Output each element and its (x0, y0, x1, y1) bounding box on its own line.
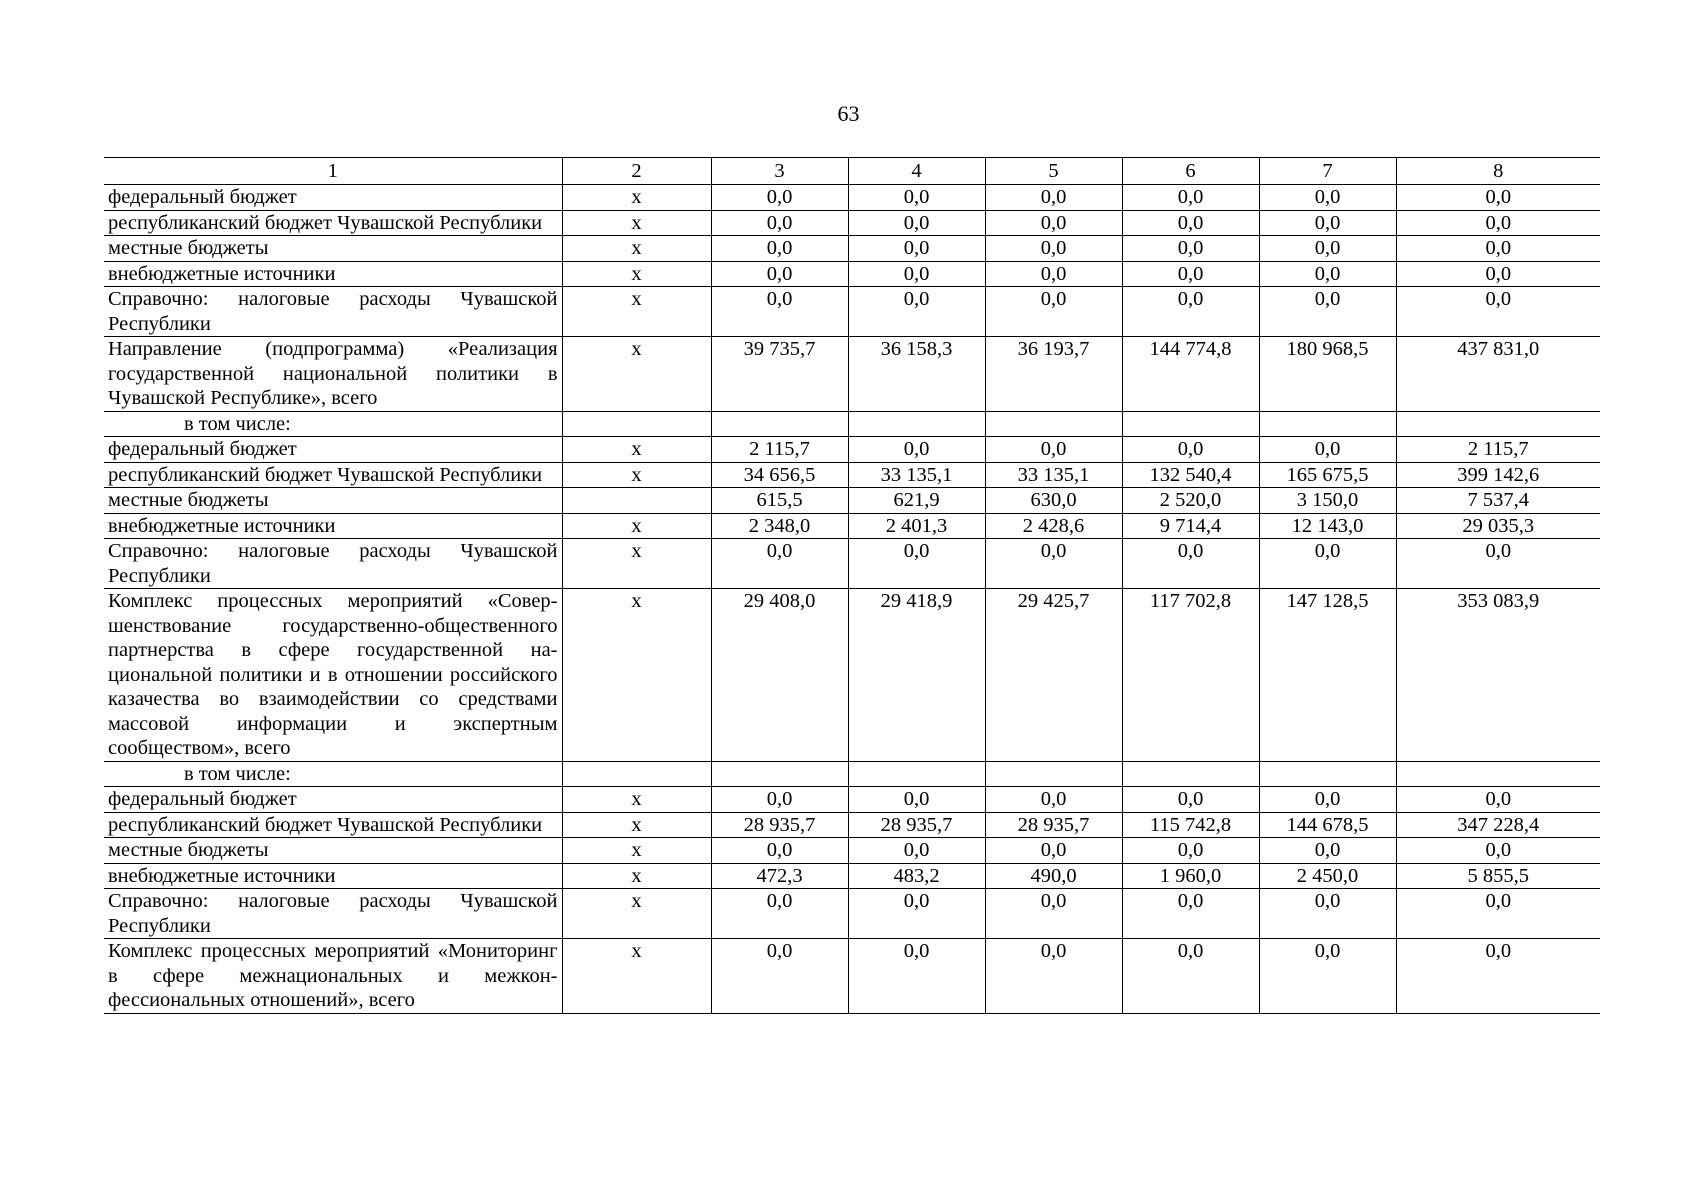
value-cell (1396, 411, 1600, 437)
value-cell: 0,0 (1122, 437, 1259, 463)
row-code: x (562, 589, 711, 762)
row-code: x (562, 812, 711, 838)
value-cell: 0,0 (848, 437, 985, 463)
row-label: внебюджетные источники (104, 863, 562, 889)
value-cell: 0,0 (985, 287, 1122, 337)
value-cell: 2 115,7 (1396, 437, 1600, 463)
value-cell: 1 960,0 (1122, 863, 1259, 889)
value-cell: 132 540,4 (1122, 462, 1259, 488)
value-cell: 0,0 (711, 185, 848, 211)
value-cell: 0,0 (848, 539, 985, 589)
value-cell: 28 935,7 (711, 812, 848, 838)
value-cell: 0,0 (711, 539, 848, 589)
row-code: x (562, 462, 711, 488)
row-label: внебюджетные источники (104, 261, 562, 287)
value-cell: 0,0 (711, 210, 848, 236)
value-cell: 2 115,7 (711, 437, 848, 463)
row-label: местные бюджеты (104, 236, 562, 262)
table-row (104, 761, 1600, 787)
value-cell: 0,0 (848, 287, 985, 337)
value-cell: 0,0 (1122, 939, 1259, 1014)
value-cell: 0,0 (1122, 236, 1259, 262)
row-code: x (562, 787, 711, 813)
table-row (104, 185, 1600, 211)
value-cell: 0,0 (1396, 261, 1600, 287)
header-cell: 2 (562, 158, 711, 185)
value-cell: 0,0 (985, 437, 1122, 463)
value-cell: 0,0 (985, 889, 1122, 939)
value-cell (848, 411, 985, 437)
row-label: Справочно: налоговые расходы Чувашской Республики (104, 287, 562, 337)
row-label: Справочно: налоговые расходы Чувашской Республики (104, 889, 562, 939)
value-cell: 0,0 (1259, 539, 1396, 589)
row-label: федеральный бюджет (104, 437, 562, 463)
table-row (104, 939, 1600, 1014)
value-cell: 115 742,8 (1122, 812, 1259, 838)
row-code: x (562, 261, 711, 287)
header-cell: 5 (985, 158, 1122, 185)
value-cell: 2 401,3 (848, 513, 985, 539)
value-cell: 0,0 (1259, 261, 1396, 287)
row-code: x (562, 838, 711, 864)
row-code (562, 488, 711, 514)
table-row (104, 589, 1600, 762)
value-cell: 0,0 (711, 889, 848, 939)
header-cell: 7 (1259, 158, 1396, 185)
value-cell: 0,0 (1122, 539, 1259, 589)
header-cell: 4 (848, 158, 985, 185)
table-row (104, 863, 1600, 889)
value-cell: 0,0 (711, 236, 848, 262)
value-cell: 472,3 (711, 863, 848, 889)
value-cell: 0,0 (1259, 437, 1396, 463)
value-cell: 615,5 (711, 488, 848, 514)
value-cell: 437 831,0 (1396, 337, 1600, 412)
table-row (104, 287, 1600, 337)
row-label: республиканский бюджет Чувашской Республики (104, 462, 562, 488)
value-cell: 2 520,0 (1122, 488, 1259, 514)
value-cell (985, 411, 1122, 437)
row-label: республиканский бюджет Чувашской Республики (104, 210, 562, 236)
row-label: местные бюджеты (104, 838, 562, 864)
table-row (104, 437, 1600, 463)
value-cell (711, 761, 848, 787)
value-cell: 0,0 (1259, 889, 1396, 939)
value-cell: 0,0 (985, 939, 1122, 1014)
value-cell: 0,0 (711, 287, 848, 337)
value-cell: 0,0 (1259, 787, 1396, 813)
value-cell: 28 935,7 (848, 812, 985, 838)
value-cell: 29 425,7 (985, 589, 1122, 762)
value-cell (1259, 411, 1396, 437)
value-cell (711, 411, 848, 437)
value-cell (1122, 761, 1259, 787)
value-cell: 0,0 (1259, 287, 1396, 337)
value-cell: 117 702,8 (1122, 589, 1259, 762)
value-cell (1122, 411, 1259, 437)
value-cell: 0,0 (1259, 236, 1396, 262)
value-cell: 0,0 (1396, 210, 1600, 236)
value-cell: 34 656,5 (711, 462, 848, 488)
row-label: республиканский бюджет Чувашской Республики (104, 812, 562, 838)
row-code: x (562, 236, 711, 262)
row-label: в том числе: (104, 411, 562, 437)
row-label: в том числе: (104, 761, 562, 787)
row-label: Комплекс процессных мероприятий «Совершенствование государственно-общественного партнерства в сфере государственной национальной политики и в отношении российского казачества во взаимодействии со средствами массовой информации и экспертным сообществом», всего (104, 589, 562, 762)
header-cell: 8 (1396, 158, 1600, 185)
value-cell: 353 083,9 (1396, 589, 1600, 762)
row-code: x (562, 287, 711, 337)
value-cell: 0,0 (1396, 889, 1600, 939)
value-cell: 0,0 (848, 889, 985, 939)
table-row (104, 787, 1600, 813)
value-cell: 0,0 (985, 210, 1122, 236)
value-cell (985, 761, 1122, 787)
value-cell: 0,0 (1396, 539, 1600, 589)
row-code: x (562, 863, 711, 889)
value-cell: 0,0 (1122, 838, 1259, 864)
value-cell: 0,0 (848, 185, 985, 211)
value-cell: 0,0 (711, 261, 848, 287)
row-code (562, 411, 711, 437)
value-cell: 0,0 (1396, 185, 1600, 211)
header-cell: 3 (711, 158, 848, 185)
value-cell: 0,0 (985, 787, 1122, 813)
value-cell: 36 193,7 (985, 337, 1122, 412)
value-cell: 0,0 (848, 236, 985, 262)
table-row (104, 889, 1600, 939)
value-cell: 144 774,8 (1122, 337, 1259, 412)
value-cell: 0,0 (1396, 939, 1600, 1014)
value-cell: 29 418,9 (848, 589, 985, 762)
value-cell: 0,0 (985, 539, 1122, 589)
row-code: x (562, 185, 711, 211)
value-cell: 0,0 (1259, 210, 1396, 236)
value-cell: 0,0 (1396, 838, 1600, 864)
value-cell: 2 428,6 (985, 513, 1122, 539)
value-cell: 39 735,7 (711, 337, 848, 412)
row-code: x (562, 889, 711, 939)
table-row (104, 236, 1600, 262)
table-row (104, 210, 1600, 236)
value-cell: 0,0 (1122, 889, 1259, 939)
row-label: федеральный бюджет (104, 185, 562, 211)
table-row (104, 812, 1600, 838)
value-cell: 0,0 (985, 261, 1122, 287)
value-cell: 2 348,0 (711, 513, 848, 539)
value-cell: 7 537,4 (1396, 488, 1600, 514)
value-cell: 0,0 (1122, 787, 1259, 813)
row-code: x (562, 210, 711, 236)
value-cell: 399 142,6 (1396, 462, 1600, 488)
table-row (104, 539, 1600, 589)
value-cell: 0,0 (1122, 185, 1259, 211)
table-row (104, 261, 1600, 287)
value-cell: 630,0 (985, 488, 1122, 514)
value-cell: 36 158,3 (848, 337, 985, 412)
value-cell: 0,0 (985, 838, 1122, 864)
value-cell: 0,0 (1122, 287, 1259, 337)
value-cell: 0,0 (711, 838, 848, 864)
row-label: Справочно: налоговые расходы Чувашской Республики (104, 539, 562, 589)
value-cell: 29 408,0 (711, 589, 848, 762)
value-cell: 0,0 (848, 210, 985, 236)
value-cell: 0,0 (1122, 261, 1259, 287)
row-code: x (562, 337, 711, 412)
row-code: x (562, 539, 711, 589)
value-cell: 180 968,5 (1259, 337, 1396, 412)
value-cell: 0,0 (1396, 236, 1600, 262)
value-cell: 347 228,4 (1396, 812, 1600, 838)
value-cell: 3 150,0 (1259, 488, 1396, 514)
value-cell: 165 675,5 (1259, 462, 1396, 488)
value-cell: 0,0 (1259, 185, 1396, 211)
value-cell: 33 135,1 (848, 462, 985, 488)
header-cell: 1 (104, 158, 562, 185)
header-cell: 6 (1122, 158, 1259, 185)
row-label: Комплекс процессных мероприятий «Мониторинг в сфере межнациональных и межконфессиональных отношений», всего (104, 939, 562, 1014)
table-row (104, 337, 1600, 412)
table-body (104, 158, 1600, 1014)
value-cell: 0,0 (711, 939, 848, 1014)
value-cell: 621,9 (848, 488, 985, 514)
row-label: федеральный бюджет (104, 787, 562, 813)
row-code: x (562, 437, 711, 463)
table-header-row (104, 158, 1600, 185)
row-code (562, 761, 711, 787)
value-cell: 0,0 (1396, 287, 1600, 337)
row-label: местные бюджеты (104, 488, 562, 514)
value-cell: 0,0 (1259, 838, 1396, 864)
value-cell: 33 135,1 (985, 462, 1122, 488)
page-number: 63 (837, 101, 860, 126)
value-cell: 0,0 (985, 236, 1122, 262)
value-cell: 0,0 (985, 185, 1122, 211)
value-cell (1259, 761, 1396, 787)
row-label: Направление (подпрограмма) «Реализация государственной национальной политики в Чувашской Республике», всего (104, 337, 562, 412)
value-cell: 144 678,5 (1259, 812, 1396, 838)
value-cell: 0,0 (711, 787, 848, 813)
table-row (104, 411, 1600, 437)
value-cell: 0,0 (848, 787, 985, 813)
value-cell: 28 935,7 (985, 812, 1122, 838)
value-cell: 0,0 (1122, 210, 1259, 236)
row-code: x (562, 513, 711, 539)
table-row (104, 513, 1600, 539)
value-cell: 147 128,5 (1259, 589, 1396, 762)
value-cell: 12 143,0 (1259, 513, 1396, 539)
value-cell: 0,0 (1396, 787, 1600, 813)
table-row (104, 488, 1600, 514)
value-cell: 483,2 (848, 863, 985, 889)
value-cell (1396, 761, 1600, 787)
value-cell: 490,0 (985, 863, 1122, 889)
value-cell (848, 761, 985, 787)
budget-table (104, 157, 1600, 1014)
value-cell: 0,0 (848, 261, 985, 287)
table-row (104, 462, 1600, 488)
row-code: x (562, 939, 711, 1014)
value-cell: 0,0 (1259, 939, 1396, 1014)
value-cell: 9 714,4 (1122, 513, 1259, 539)
table-row (104, 838, 1600, 864)
value-cell: 5 855,5 (1396, 863, 1600, 889)
value-cell: 2 450,0 (1259, 863, 1396, 889)
value-cell: 0,0 (848, 939, 985, 1014)
value-cell: 0,0 (848, 838, 985, 864)
row-label: внебюджетные источники (104, 513, 562, 539)
value-cell: 29 035,3 (1396, 513, 1600, 539)
